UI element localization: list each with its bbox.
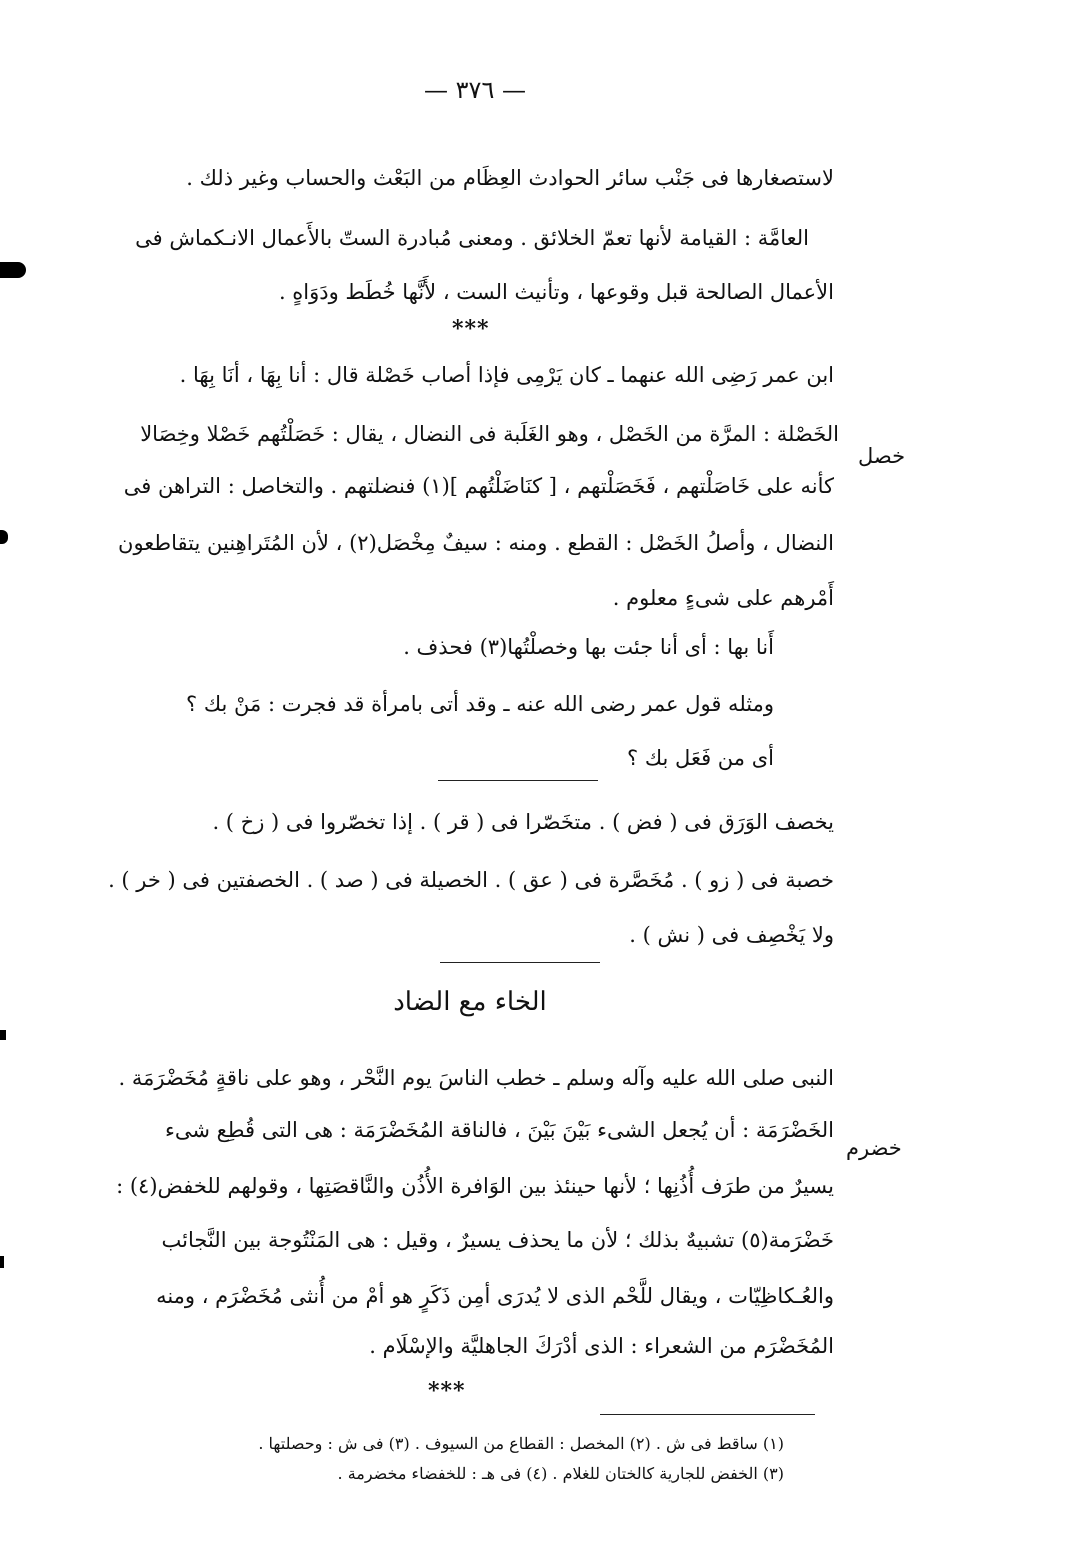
text-line: والعُـكاظِيّات ، ويقال للَّحْم الذى لا يُدرَى أمِن ذَكَرٍ هو أمْ من أُنثى مُخَضْرَم ، ومنه (156, 1284, 834, 1308)
section-divider (440, 962, 600, 963)
text-line: لاستصغارها فى جَنْب سائر الحوادث العِظَام من البَعْث والحساب وغير ذلك . (186, 166, 834, 190)
text-line: خصبة فى ( زو ) . مُخَصَّرة فى ( عق ) . الخصيلة فى ( صد ) . الخصفتين فى ( خر ) . (108, 868, 834, 892)
footnote-line: (٣) الخفض للجارية كالختان للغلام . (٤) فى هـ : للخفضاء مخضرمة . (337, 1464, 784, 1483)
text-line: أَمْرهم على شىءٍ معلوم . (612, 586, 834, 610)
text-line: كأنه على خَاصَلْتهم ، فَخَصَلْتهم ، [ كنَاضَلْتُهم ](١) فنضلتهم . والتخاصل : التراهن فى (123, 474, 834, 498)
text-line: يخصف الوَرَق فى ( فض ) . متخَصّرا فى ( قر ) . إذا تخصّروا فى ( زخ ) . (212, 810, 834, 834)
text-line: الخَضْرَمَة : أن يُجعل الشىء بَيْنَ بَيْنَ ، فالناقة المُخَضْرَمَة : هى التى قُطِع شىء (164, 1118, 834, 1142)
text-line: المُخَضْرَم من الشعراء : الذى أدْرَكَ الجاهليَّة والإسْلَام . (369, 1334, 834, 1358)
text-line: النضال ، وأصلُ الخَصْل : القطع . ومنه : سيفٌ مِخْصَل(٢) ، لأن المُتَراهِنين يتقاطعون (118, 531, 834, 555)
text-line: ابن عمر رَضِى الله عنهما ـ كان يَرْمِى فإذا أصاب خَصْلة قال : أنا بِهَا ، أنَا بِهَا . (179, 363, 834, 387)
margin-entry-word: خضرم (846, 1136, 902, 1160)
text-line: أى من فَعَل بك ؟ (627, 746, 774, 770)
scan-edge-mark (0, 262, 26, 278)
text-line: الخَصْلة : المرَّة من الخَصْل ، وهو الغَلَبة فى النضال ، يقال : خَصَلْتُهم خَصْلا وخِصَالا (140, 422, 839, 446)
text-line: النبى صلى الله عليه وآله وسلم ـ خطب الناسَ يوم النَّحْر ، وهو على ناقةٍ مُخَضْرَمَة . (118, 1066, 834, 1090)
text-line: أَنا بها : أى أنا جئت بها وخصلْتُها(٣) فحذف . (403, 635, 774, 659)
text-line: ولا يَخْصِف فى ( نش ) . (629, 923, 834, 947)
scan-edge-mark (0, 1030, 6, 1040)
footnote-line: (١) ساقط فى ش . (٢) المخصل : القطاع من السيوف . (٣) فى ش : وحصلتها . (258, 1434, 784, 1453)
section-heading: الخاء مع الضاد (393, 987, 547, 1017)
separator-stars: *** (452, 316, 490, 342)
text-line: العامَّة : القيامة لأنها تعمّ الخلائق . ومعنى مُبادرة الستّ بالأَعمال الانـكماش فى (135, 226, 809, 250)
text-line: يسيرٌ من طرَف أُذُنِها ؛ لأنها حينئذ بين الوَافرة الأُذُن والنَّاقصَتِها ، وقولهم للخفض(٤) : (116, 1174, 834, 1198)
text-line: خَضْرَمة(٥) تشبيهٌ بذلك ؛ لأن ما يحذف يسيرٌ ، وقيل : هى المَنْتُوجة بين النَّجائب (161, 1228, 834, 1252)
scan-edge-mark (0, 530, 8, 544)
footnote-rule (600, 1414, 815, 1415)
separator-stars: *** (428, 1378, 466, 1404)
text-line: الأعمال الصالحة قبل وقوعها ، وتأنيث الست ، لأَنَّها خُطَط ودَوَاهٍ . (278, 280, 834, 304)
scan-edge-mark (0, 1256, 4, 1268)
margin-entry-word: خصل (858, 444, 906, 468)
section-divider (438, 780, 598, 781)
text-line: ومثله قول عمر رضى الله عنه ـ وقد أتى بامرأة قد فجرت : مَنْ بك ؟ (186, 692, 774, 716)
page-number: — ٣٧٦ — (424, 76, 526, 104)
